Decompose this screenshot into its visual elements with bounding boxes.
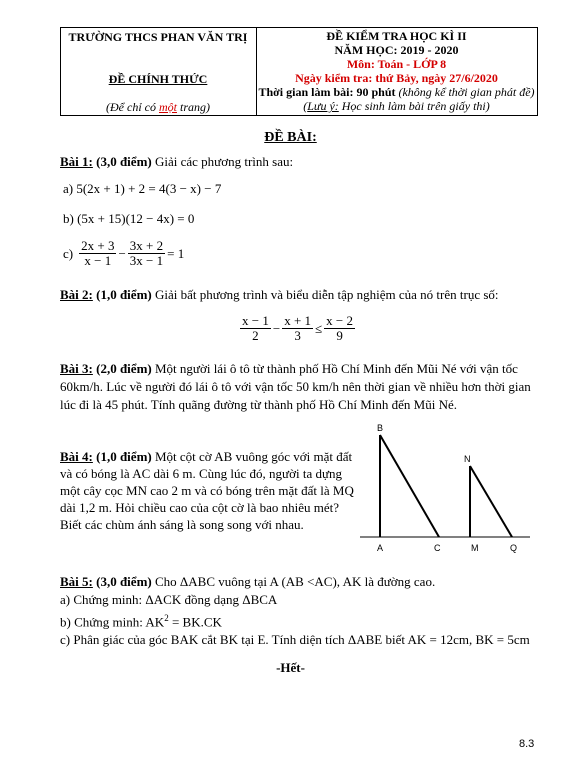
bai1-c-rhs: = 1 (167, 245, 185, 261)
bai5-paragraph (60, 573, 550, 649)
bai1-b: b) (5x + 15)(12 − 4x) = 0 (63, 211, 195, 226)
note-label: Lưu ý: (307, 99, 339, 113)
bai2-frac1 (240, 314, 271, 343)
bai5-a: a) Chứng minh: ΔACK đồng dạng ΔBCA (60, 592, 278, 607)
bai3-line1 (60, 360, 540, 378)
time-bold: Thời gian làm bài: 90 phút (258, 85, 396, 99)
bai1-c-frac2 (128, 239, 165, 268)
bai1-text: Giải các phương trình sau: (151, 154, 294, 169)
shadow-figure (360, 420, 535, 560)
bai5-b-post: = BK.CK (168, 614, 222, 630)
bai5-b-pre: b) Chứng minh: AK (60, 614, 165, 630)
bai3-text1: Một người lái ô tô từ thành phố Hồ Chí Minh đến Mũi Né với vận tốc (151, 361, 518, 376)
page-number: 8.3 (519, 738, 535, 750)
frac-numerator: x − 2 (326, 313, 354, 328)
bai5-c: c) Phân giác của góc BAK cắt BK tại E. Tính diện tích ΔABE biết AK = 12cm, BK = 5cm (60, 632, 530, 648)
exam-note: (Lưu ý: Học sinh làm bài trên giấy thi) (303, 99, 490, 113)
page-count-note (60, 100, 256, 114)
light-ray-bc (380, 435, 439, 537)
bai1-statement (60, 154, 293, 170)
bai2-statement (60, 287, 499, 303)
bai3-paragraph (60, 360, 540, 414)
bai5-line1 (60, 573, 550, 591)
page-count-post: trang) (176, 100, 210, 114)
school-name: TRƯỜNG THCS PHAN VĂN TRỊ (68, 30, 248, 44)
bai1-points: (3,0 điểm) (92, 154, 152, 169)
section-heading: ĐỀ BÀI: (264, 130, 317, 145)
frac-denominator: 3x − 1 (129, 253, 164, 268)
bai4-label: Bài 4: (60, 449, 93, 464)
bai5-label: Bài 5: (60, 574, 93, 589)
frac-denominator: 2 (252, 328, 259, 343)
bai1-c (63, 239, 184, 268)
label-n: N (464, 454, 471, 464)
subject: Môn: Toán - LỚP 8 (346, 57, 447, 71)
bai1-a: a) 5(2x + 1) + 2 = 4(3 − x) − 7 (63, 181, 222, 196)
bai1-label: Bài 1: (60, 154, 93, 169)
label-q: Q (510, 543, 518, 553)
frac-denominator: 9 (336, 328, 343, 343)
frac-numerator: 3x + 2 (129, 238, 164, 253)
frac-denominator: x − 1 (84, 253, 112, 268)
bai4-points: (1,0 điểm) (92, 449, 152, 464)
bai1-c-frac1 (79, 239, 116, 268)
operator: − (272, 320, 281, 336)
bai2-frac3 (324, 314, 355, 343)
school-year: NĂM HỌC: 2019 - 2020 (334, 43, 459, 57)
end-marker: -Hết- (276, 660, 305, 675)
bai2-inequality (238, 314, 357, 343)
label-m: M (471, 543, 479, 553)
bai5-points: (3,0 điểm) (92, 574, 152, 589)
note-text: Học sinh làm bài trên giấy thi (338, 99, 486, 113)
page-count-pre: (Để chỉ có (106, 100, 159, 114)
operator: − (118, 245, 126, 261)
frac-numerator: 2x + 3 (81, 238, 115, 253)
label-a: A (377, 543, 384, 553)
bai4-line4: dài 1,2 m. Hỏi chiều cao của cột cờ là bao nhiêu mét? (60, 500, 340, 515)
bai2-frac2 (282, 314, 313, 343)
bai4-line1 (60, 448, 360, 465)
bai5-text: Cho ΔABC vuông tại A (AB <AC), AK là đường cao. (151, 574, 436, 589)
bai5-b-sup: 2 (164, 613, 169, 623)
frac-numerator: x − 1 (242, 313, 269, 328)
label-b: B (377, 423, 384, 433)
bai1-c-label: c) (63, 245, 74, 261)
exam-time (256, 85, 537, 99)
frac-denominator: 3 (294, 328, 301, 343)
official-label: ĐỀ CHÍNH THỨC (108, 72, 208, 86)
exam-date: Ngày kiểm tra: thứ Bảy, ngày 27/6/2020 (295, 71, 498, 85)
frac-numerator: x + 1 (284, 313, 312, 328)
bai4-paragraph (60, 448, 360, 533)
exam-title: ĐỀ KIỂM TRA HỌC KÌ II (326, 29, 467, 43)
bai4-line2: và có bóng là AC dài 6 m. Cùng lúc đó, người ta dựng (60, 466, 343, 481)
bai4-line3: một cây cọc MN cao 2 m và có bóng trên mặt đất là MQ (60, 483, 354, 498)
bai3-label: Bài 3: (60, 361, 93, 376)
bai3-points: (2,0 điểm) (92, 361, 152, 376)
bai5-b (60, 609, 550, 631)
label-c: C (434, 543, 441, 553)
time-note: (không kể thời gian phát đề) (395, 85, 535, 99)
page-count-one: một (158, 100, 177, 114)
light-ray-nq (470, 466, 512, 537)
bai2-label: Bài 2: (60, 287, 93, 302)
operator: ≤ (315, 320, 323, 336)
bai4-text1: Một cột cờ AB vuông góc với mặt đất (151, 449, 353, 464)
bai4-line5: Biết các chùm ánh sáng là song song với nhau. (60, 517, 304, 532)
bai3-line3: lúc đi là 45 phút. Tính quãng đường từ thành phố Hồ Chí Minh đến Mũi Né. (60, 397, 457, 412)
bai2-points: (1,0 điểm) (92, 287, 152, 302)
bai2-text: Giải bất phương trình và biểu diễn tập nghiệm của nó trên trục số: (151, 287, 499, 302)
bai3-line2: 60km/h. Lúc về người đó lái ô tô với vận tốc 50 km/h nên thời gian về nhiều hơn thời gian (60, 379, 531, 394)
